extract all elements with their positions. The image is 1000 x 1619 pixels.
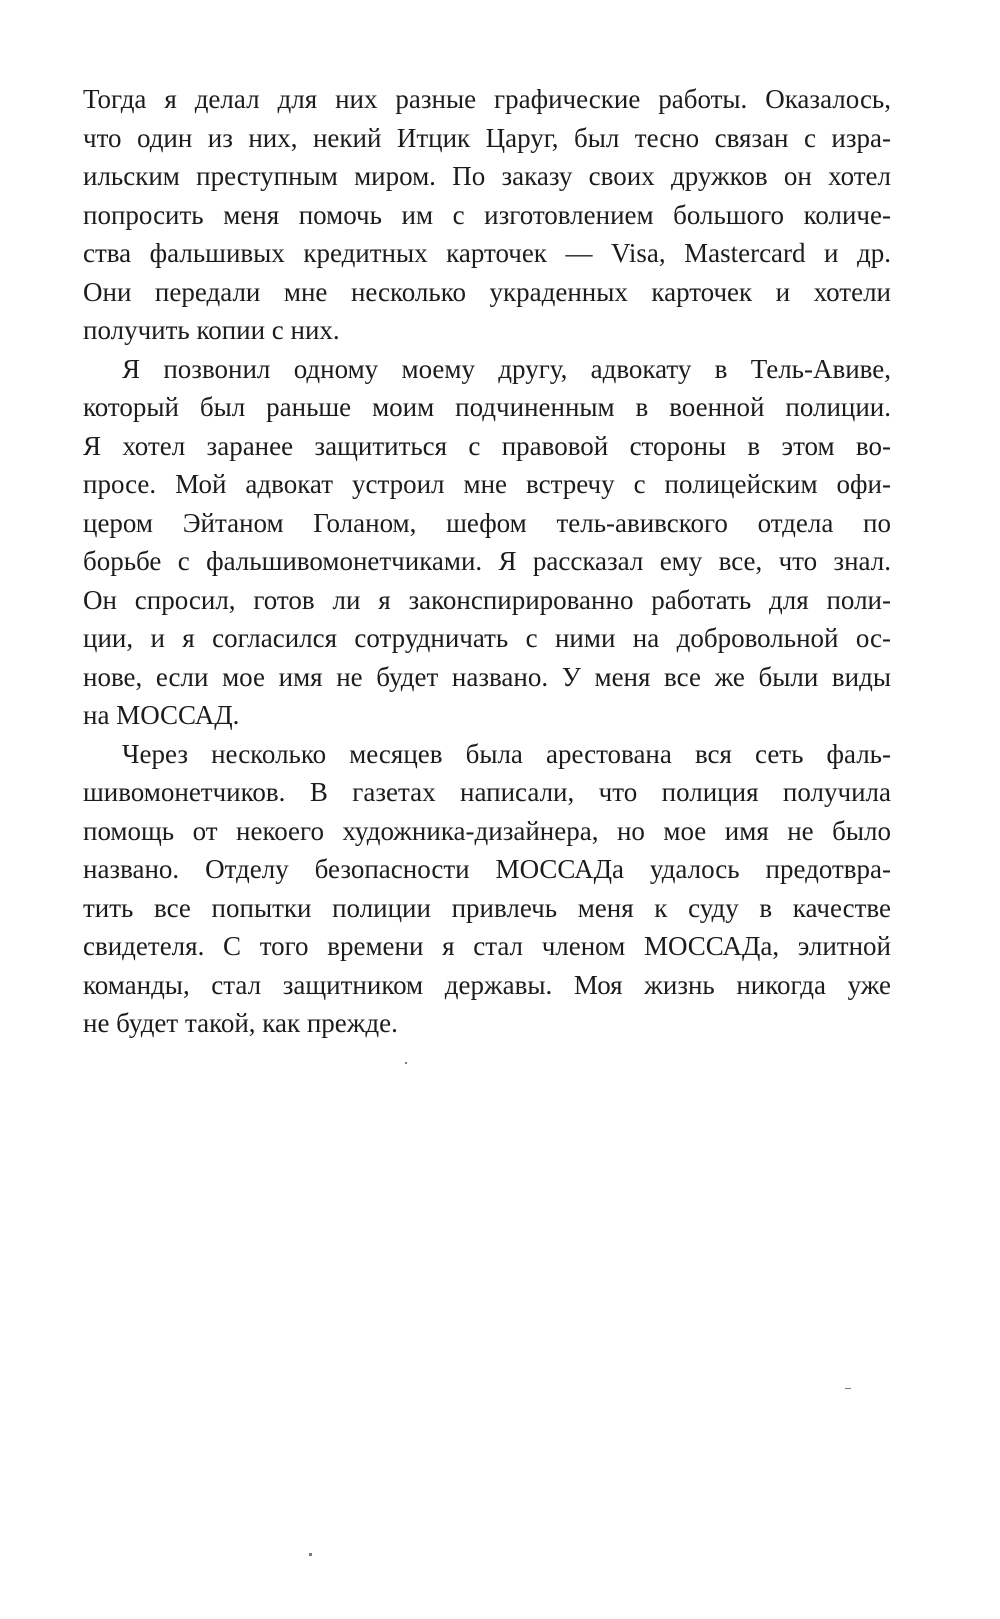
text-line: получить копии с них. — [83, 315, 340, 345]
text-line: на МОССАД. — [83, 700, 240, 730]
text-line: ции, и я согласился сотрудничать с ними на добровольной ос- — [83, 623, 891, 653]
text-line: цером Эйтаном Голаном, шефом тель-авивского отдела по — [83, 507, 891, 538]
text-line: названо. Отделу безопасности МОССАДа удалось предотвра- — [83, 854, 891, 884]
text-line: Я хотел заранее защититься с правовой стороны в этом во- — [83, 430, 891, 461]
text-line: шивомонетчиков. В газетах написали, что полиция получила — [83, 777, 891, 807]
text-line: Через несколько месяцев была арестована вся сеть фаль- — [122, 738, 891, 769]
text-line: Они передали мне несколько украденных карточек и хотели — [83, 276, 891, 307]
text-line: ства фальшивых кредитных карточек — Visa, Mastercard и др. — [83, 238, 891, 268]
paragraph-2 — [83, 350, 891, 735]
paragraph-1 — [83, 80, 891, 350]
text-line: помощь от некоего художника-дизайнера, но мое имя не было — [83, 815, 891, 846]
scan-speck — [845, 1388, 851, 1389]
text-line: команды, стал защитником державы. Моя жизнь никогда уже — [83, 969, 891, 1000]
text-line: который был раньше моим подчиненным в военной полиции. — [83, 392, 891, 422]
text-line: просе. Мой адвокат устроил мне встречу с полицейским офи- — [83, 469, 891, 499]
scan-speck — [405, 1062, 407, 1064]
text-line: Тогда я делал для них разные графические работы. Оказалось, — [83, 84, 891, 114]
text-line: попросить меня помочь им с изготовлением большого количе- — [83, 199, 891, 230]
text-line: Он спросил, готов ли я законспирированно работать для поли- — [83, 584, 891, 615]
page-text — [83, 80, 891, 1043]
text-line: борьбе с фальшивомонетчиками. Я рассказал ему все, что знал. — [83, 546, 891, 576]
text-line: тить все попытки полиции привлечь меня к суду в качестве — [83, 892, 891, 923]
scan-speck — [309, 1553, 312, 1556]
text-line: свидетеля. С того времени я стал членом МОССАДа, элитной — [83, 931, 891, 961]
text-line: ильским преступным миром. По заказу своих дружков он хотел — [83, 161, 891, 191]
text-line: что один из них, некий Итцик Царуг, был тесно связан с изра- — [83, 122, 891, 153]
text-line: Я позвонил одному моему другу, адвокату в Тель-Авиве, — [122, 353, 891, 384]
text-line: не будет такой, как прежде. — [83, 1008, 398, 1038]
text-line: нове, если мое имя не будет названо. У меня все же были виды — [83, 661, 891, 692]
paragraph-3 — [83, 735, 891, 1043]
